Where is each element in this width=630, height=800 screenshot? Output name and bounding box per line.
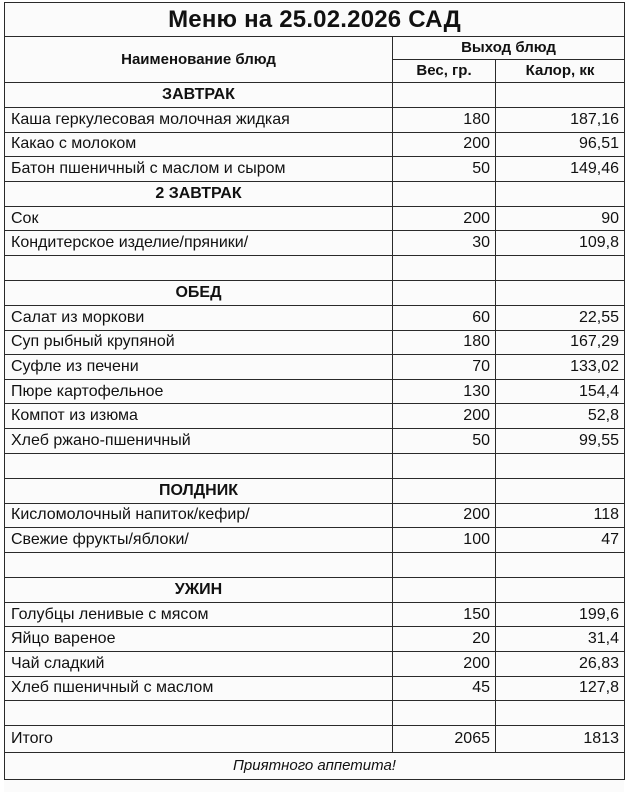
dish-weight: 30	[393, 231, 496, 256]
header-row	[5, 37, 625, 60]
dish-name: Свежие фрукты/яблоки/	[5, 528, 393, 553]
empty-cell	[496, 280, 625, 305]
weight-header: Вес, гр.	[393, 60, 496, 83]
dish-name: Хлеб ржано-пшеничный	[5, 428, 393, 453]
menu-table	[4, 2, 625, 780]
empty-cell	[496, 552, 625, 577]
empty-cell	[393, 181, 496, 206]
dish-name: Голубцы ленивые с мясом	[5, 602, 393, 627]
section-title: ОБЕД	[5, 280, 393, 305]
section-row	[5, 280, 625, 305]
empty-cell	[496, 577, 625, 602]
dish-calories: 99,55	[496, 428, 625, 453]
dish-weight: 200	[393, 206, 496, 231]
dish-name: Суфле из печени	[5, 355, 393, 380]
dish-name: Чай сладкий	[5, 651, 393, 676]
dish-name: Яйцо вареное	[5, 627, 393, 652]
dish-name: Пюре картофельное	[5, 379, 393, 404]
empty-cell	[496, 701, 625, 726]
table-row	[5, 206, 625, 231]
section-row	[5, 83, 625, 108]
empty-cell	[5, 701, 393, 726]
table-row	[5, 305, 625, 330]
section-title: УЖИН	[5, 577, 393, 602]
dish-calories: 167,29	[496, 330, 625, 355]
dish-weight: 200	[393, 651, 496, 676]
dish-calories: 154,4	[496, 379, 625, 404]
table-row	[5, 602, 625, 627]
section-row	[5, 181, 625, 206]
dish-weight: 200	[393, 404, 496, 429]
blank-row	[5, 255, 625, 280]
dish-calories: 149,46	[496, 157, 625, 182]
total-calories: 1813	[496, 726, 625, 753]
menu-page	[4, 2, 624, 792]
total-label: Итого	[5, 726, 393, 753]
empty-cell	[393, 453, 496, 478]
table-row	[5, 379, 625, 404]
empty-cell	[393, 701, 496, 726]
dish-calories: 96,51	[496, 132, 625, 157]
dish-name: Какао с молоком	[5, 132, 393, 157]
dish-calories: 52,8	[496, 404, 625, 429]
dish-calories: 109,8	[496, 231, 625, 256]
table-row	[5, 503, 625, 528]
empty-cell	[393, 83, 496, 108]
dish-weight: 50	[393, 157, 496, 182]
empty-cell	[393, 552, 496, 577]
section-row	[5, 577, 625, 602]
dish-name-header: Наименование блюд	[5, 37, 393, 83]
empty-cell	[393, 280, 496, 305]
dish-weight: 150	[393, 602, 496, 627]
dish-name: Салат из моркови	[5, 305, 393, 330]
output-header: Выход блюд	[393, 37, 625, 60]
empty-cell	[5, 552, 393, 577]
table-row	[5, 231, 625, 256]
table-row	[5, 330, 625, 355]
dish-calories: 47	[496, 528, 625, 553]
dish-name: Хлеб пшеничный с маслом	[5, 676, 393, 701]
table-row	[5, 132, 625, 157]
blank-row	[5, 701, 625, 726]
table-row	[5, 528, 625, 553]
page-title: Меню на 25.02.2026 САД	[5, 3, 625, 37]
section-title: 2 ЗАВТРАК	[5, 181, 393, 206]
blank-row	[5, 453, 625, 478]
empty-cell	[496, 181, 625, 206]
dish-weight: 50	[393, 428, 496, 453]
empty-cell	[5, 453, 393, 478]
empty-cell	[496, 478, 625, 503]
dish-calories: 22,55	[496, 305, 625, 330]
title-row	[5, 3, 625, 37]
dish-name: Суп рыбный крупяной	[5, 330, 393, 355]
empty-cell	[496, 453, 625, 478]
dish-weight: 100	[393, 528, 496, 553]
section-title: ПОЛДНИК	[5, 478, 393, 503]
table-row	[5, 651, 625, 676]
table-row	[5, 157, 625, 182]
footer-text: Приятного аппетита!	[5, 753, 625, 780]
section-row	[5, 478, 625, 503]
dish-weight: 180	[393, 330, 496, 355]
dish-calories: 118	[496, 503, 625, 528]
empty-cell	[496, 83, 625, 108]
total-row	[5, 726, 625, 753]
dish-name: Кисломолочный напиток/кефир/	[5, 503, 393, 528]
dish-calories: 187,16	[496, 108, 625, 133]
table-row	[5, 108, 625, 133]
table-row	[5, 355, 625, 380]
dish-name: Кондитерское изделие/пряники/	[5, 231, 393, 256]
dish-name: Компот из изюма	[5, 404, 393, 429]
empty-cell	[393, 255, 496, 280]
empty-cell	[393, 577, 496, 602]
section-title: ЗАВТРАК	[5, 83, 393, 108]
dish-name: Батон пшеничный с маслом и сыром	[5, 157, 393, 182]
dish-weight: 45	[393, 676, 496, 701]
dish-calories: 26,83	[496, 651, 625, 676]
dish-weight: 70	[393, 355, 496, 380]
table-row	[5, 627, 625, 652]
dish-name: Каша геркулесовая молочная жидкая	[5, 108, 393, 133]
calories-header: Калор, кк	[496, 60, 625, 83]
empty-cell	[5, 255, 393, 280]
empty-cell	[496, 255, 625, 280]
dish-weight: 180	[393, 108, 496, 133]
blank-row	[5, 552, 625, 577]
dish-calories: 90	[496, 206, 625, 231]
dish-weight: 200	[393, 503, 496, 528]
dish-weight: 20	[393, 627, 496, 652]
dish-weight: 130	[393, 379, 496, 404]
table-row	[5, 404, 625, 429]
dish-weight: 200	[393, 132, 496, 157]
dish-calories: 133,02	[496, 355, 625, 380]
empty-cell	[393, 478, 496, 503]
table-row	[5, 428, 625, 453]
dish-calories: 199,6	[496, 602, 625, 627]
table-row	[5, 676, 625, 701]
dish-weight: 60	[393, 305, 496, 330]
dish-name: Сок	[5, 206, 393, 231]
total-weight: 2065	[393, 726, 496, 753]
dish-calories: 127,8	[496, 676, 625, 701]
dish-calories: 31,4	[496, 627, 625, 652]
footer-row	[5, 753, 625, 780]
